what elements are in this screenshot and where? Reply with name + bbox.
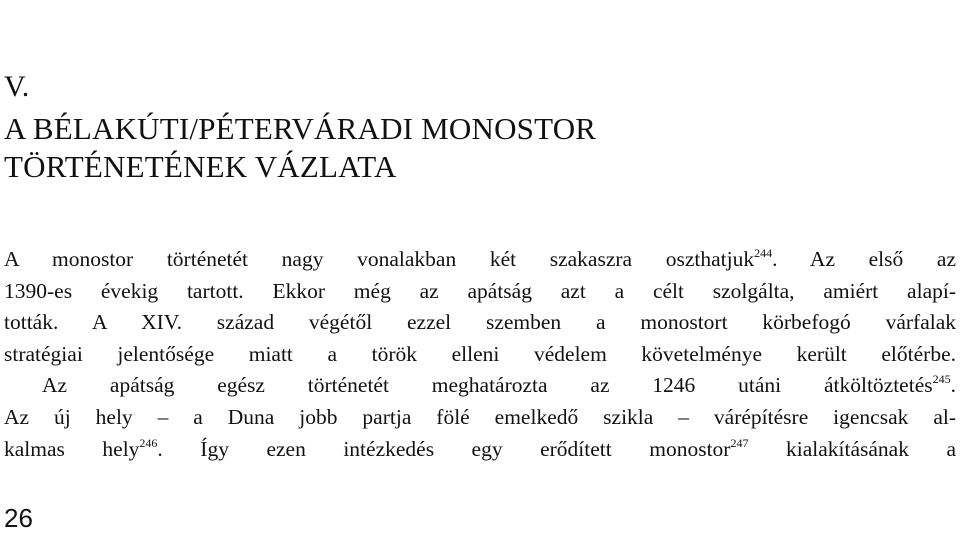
text-line xyxy=(4,434,956,466)
chapter-title-line: A BÉLAKÚTI/PÉTERVÁRADI MONOSTOR xyxy=(4,111,597,146)
text-run: . xyxy=(950,373,956,398)
text-line xyxy=(4,402,956,434)
text-line xyxy=(4,339,956,371)
text-run: stratégiai jelentősége miatt a török elleni védelem követelménye került előtérbe. xyxy=(4,341,956,366)
footnote-ref: 244 xyxy=(754,246,773,260)
chapter-title xyxy=(4,110,596,186)
text-line xyxy=(4,370,956,402)
text-run: kalmas hely xyxy=(4,436,140,461)
page-number: 26 xyxy=(4,503,33,533)
text-run: Az új hely – a Duna jobb partja fölé emelkedő szikla – várépítésre igencsak al- xyxy=(4,404,956,429)
footnote-ref: 246 xyxy=(139,435,158,450)
text-run: 1390-es évekig tartott. Ekkor még az apátság azt a célt szolgálta, amiért alapí- xyxy=(4,278,956,303)
text-run: A monostor történetét nagy vonalakban két szakaszra oszthatjuk xyxy=(4,247,755,271)
footnote-ref: 245 xyxy=(932,372,951,387)
text-line xyxy=(4,244,956,276)
body-paragraph xyxy=(4,244,956,465)
footnote-ref: 247 xyxy=(730,435,749,450)
text-run: kialakításának a xyxy=(748,436,956,461)
text-run: . Az első az xyxy=(772,247,956,271)
chapter-title-line: TÖRTÉNETÉNEK VÁZLATA xyxy=(4,149,397,184)
text-line xyxy=(4,276,956,308)
chapter-number: V. xyxy=(4,70,30,103)
text-run: . Így ezen intézkedés egy erődített monostor xyxy=(157,436,731,461)
text-line xyxy=(4,307,956,339)
text-run: Az apátság egész történetét meghatározta az 1246 utáni átköltöztetés xyxy=(42,373,933,398)
text-run: tották. A XIV. század végétől ezzel szemben a monostort körbefogó várfalak xyxy=(4,310,956,335)
